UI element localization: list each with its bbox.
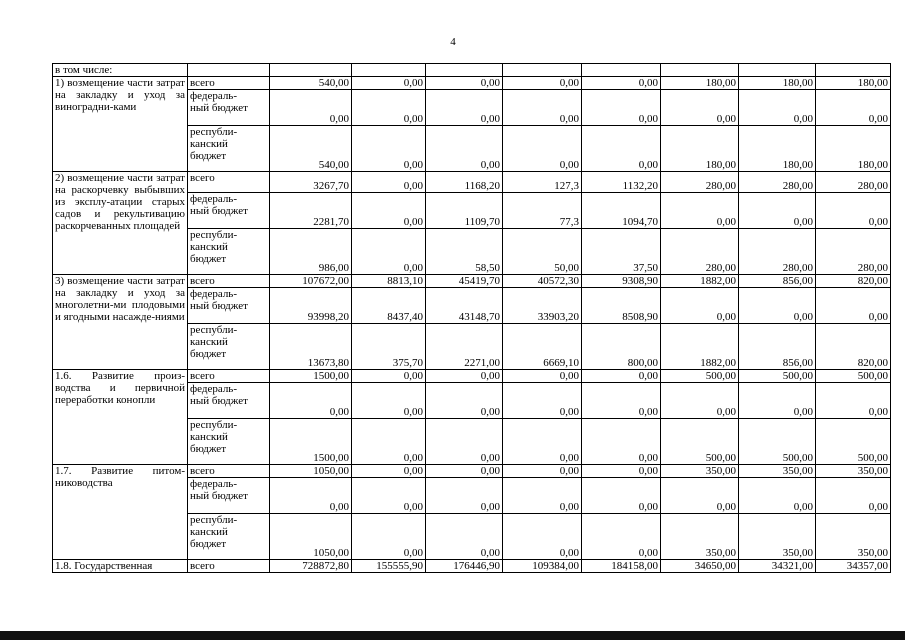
value-cell: 1109,70 — [426, 193, 503, 229]
value-cell: 350,00 — [816, 514, 891, 560]
value-cell: 0,00 — [816, 90, 891, 126]
value-cell: 0,00 — [661, 478, 739, 514]
budget-type-cell: федераль- ный бюджет — [188, 383, 270, 419]
section-title-cell: 1.8. Государственная — [53, 560, 188, 573]
header-row — [53, 64, 891, 77]
value-cell: 856,00 — [739, 324, 816, 370]
value-cell: 0,00 — [582, 77, 661, 90]
value-cell: 0,00 — [352, 370, 426, 383]
value-cell: 180,00 — [661, 77, 739, 90]
value-cell: 856,00 — [739, 275, 816, 288]
value-cell: 0,00 — [816, 288, 891, 324]
empty-cell — [270, 64, 352, 77]
value-cell: 1168,20 — [426, 172, 503, 193]
budget-type-cell: республи- канский бюджет — [188, 419, 270, 465]
value-cell: 0,00 — [582, 90, 661, 126]
section-title-cell: 1.7. Развитие питом-ниководства — [53, 465, 188, 560]
value-cell: 0,00 — [661, 288, 739, 324]
value-cell: 1094,70 — [582, 193, 661, 229]
value-cell: 0,00 — [352, 126, 426, 172]
value-cell: 280,00 — [661, 172, 739, 193]
empty-cell — [816, 64, 891, 77]
value-cell: 107672,00 — [270, 275, 352, 288]
value-cell: 0,00 — [352, 172, 426, 193]
value-cell: 34321,00 — [739, 560, 816, 573]
empty-cell — [188, 64, 270, 77]
value-cell: 0,00 — [426, 383, 503, 419]
empty-cell — [503, 64, 582, 77]
value-cell: 77,3 — [503, 193, 582, 229]
value-cell: 0,00 — [816, 193, 891, 229]
value-cell: 0,00 — [352, 229, 426, 275]
value-cell: 500,00 — [661, 419, 739, 465]
value-cell: 34650,00 — [661, 560, 739, 573]
page-number: 4 — [450, 36, 456, 48]
value-cell: 0,00 — [352, 419, 426, 465]
value-cell: 820,00 — [816, 275, 891, 288]
value-cell: 0,00 — [582, 465, 661, 478]
value-cell: 280,00 — [739, 229, 816, 275]
value-cell: 0,00 — [352, 193, 426, 229]
value-cell: 1500,00 — [270, 419, 352, 465]
value-cell: 0,00 — [270, 383, 352, 419]
value-cell: 0,00 — [426, 465, 503, 478]
value-cell: 34357,00 — [816, 560, 891, 573]
value-cell: 0,00 — [503, 126, 582, 172]
value-cell: 0,00 — [503, 478, 582, 514]
header-label-cell: в том числе: — [53, 64, 188, 77]
value-cell: 0,00 — [582, 478, 661, 514]
empty-cell — [661, 64, 739, 77]
value-cell: 0,00 — [352, 77, 426, 90]
value-cell: 0,00 — [503, 419, 582, 465]
value-cell: 6669,10 — [503, 324, 582, 370]
empty-cell — [352, 64, 426, 77]
value-cell: 375,70 — [352, 324, 426, 370]
value-cell: 8508,90 — [582, 288, 661, 324]
value-cell: 280,00 — [816, 172, 891, 193]
value-cell: 0,00 — [661, 383, 739, 419]
value-cell: 1050,00 — [270, 514, 352, 560]
value-cell: 180,00 — [661, 126, 739, 172]
value-cell: 0,00 — [582, 370, 661, 383]
value-cell: 0,00 — [661, 90, 739, 126]
value-cell: 0,00 — [352, 478, 426, 514]
section-title-cell: 1.6. Развитие произ-водства и первичной переработки конопли — [53, 370, 188, 465]
value-cell: 0,00 — [352, 383, 426, 419]
value-cell: 500,00 — [816, 370, 891, 383]
value-cell: 0,00 — [352, 465, 426, 478]
value-cell: 127,3 — [503, 172, 582, 193]
table-row — [53, 370, 891, 383]
budget-type-cell: всего — [188, 370, 270, 383]
value-cell: 180,00 — [816, 77, 891, 90]
value-cell: 0,00 — [739, 478, 816, 514]
value-cell: 155555,90 — [352, 560, 426, 573]
value-cell: 0,00 — [816, 383, 891, 419]
value-cell: 500,00 — [739, 419, 816, 465]
value-cell: 8813,10 — [352, 275, 426, 288]
value-cell: 0,00 — [503, 383, 582, 419]
table-row — [53, 77, 891, 90]
budget-type-cell: федераль- ный бюджет — [188, 288, 270, 324]
empty-cell — [426, 64, 503, 77]
budget-type-cell: всего — [188, 275, 270, 288]
value-cell: 500,00 — [661, 370, 739, 383]
value-cell: 9308,90 — [582, 275, 661, 288]
section-title-cell: 1) возмещение части затрат на закладку и уход за виноградни-ками — [53, 77, 188, 172]
value-cell: 0,00 — [426, 126, 503, 172]
value-cell: 0,00 — [816, 478, 891, 514]
value-cell: 0,00 — [582, 383, 661, 419]
budget-type-cell: всего — [188, 465, 270, 478]
scan-border-bar — [0, 631, 905, 640]
value-cell: 0,00 — [270, 478, 352, 514]
budget-type-cell: республи- канский бюджет — [188, 324, 270, 370]
empty-cell — [582, 64, 661, 77]
value-cell: 1050,00 — [270, 465, 352, 478]
value-cell: 500,00 — [739, 370, 816, 383]
table-row — [53, 275, 891, 288]
value-cell: 0,00 — [426, 419, 503, 465]
value-cell: 0,00 — [426, 370, 503, 383]
value-cell: 0,00 — [426, 478, 503, 514]
value-cell: 180,00 — [739, 77, 816, 90]
value-cell: 540,00 — [270, 77, 352, 90]
value-cell: 43148,70 — [426, 288, 503, 324]
table-row — [53, 172, 891, 193]
budget-type-cell: федераль- ный бюджет — [188, 90, 270, 126]
value-cell: 800,00 — [582, 324, 661, 370]
value-cell: 0,00 — [426, 90, 503, 126]
value-cell: 280,00 — [661, 229, 739, 275]
value-cell: 350,00 — [661, 514, 739, 560]
value-cell: 13673,80 — [270, 324, 352, 370]
table-body — [53, 64, 891, 573]
budget-type-cell: всего — [188, 77, 270, 90]
value-cell: 350,00 — [816, 465, 891, 478]
budget-type-cell: федераль- ный бюджет — [188, 478, 270, 514]
value-cell: 0,00 — [270, 90, 352, 126]
value-cell: 0,00 — [426, 514, 503, 560]
budget-type-cell: республи- канский бюджет — [188, 229, 270, 275]
value-cell: 2281,70 — [270, 193, 352, 229]
value-cell: 0,00 — [503, 514, 582, 560]
value-cell: 0,00 — [426, 77, 503, 90]
value-cell: 0,00 — [503, 465, 582, 478]
value-cell: 0,00 — [352, 514, 426, 560]
budget-table — [52, 63, 891, 573]
value-cell: 93998,20 — [270, 288, 352, 324]
section-title-cell: 3) возмещение части затрат на закладку и уход за многолетни-ми плодовыми и ягодными насажде-ниями — [53, 275, 188, 370]
value-cell: 0,00 — [739, 90, 816, 126]
value-cell: 0,00 — [503, 77, 582, 90]
value-cell: 50,00 — [503, 229, 582, 275]
value-cell: 820,00 — [816, 324, 891, 370]
value-cell: 33903,20 — [503, 288, 582, 324]
value-cell: 0,00 — [503, 90, 582, 126]
value-cell: 350,00 — [739, 465, 816, 478]
table-row — [53, 560, 891, 573]
value-cell: 184158,00 — [582, 560, 661, 573]
value-cell: 500,00 — [816, 419, 891, 465]
budget-type-cell: всего — [188, 172, 270, 193]
value-cell: 1882,00 — [661, 324, 739, 370]
value-cell: 8437,40 — [352, 288, 426, 324]
value-cell: 0,00 — [352, 90, 426, 126]
value-cell: 0,00 — [739, 193, 816, 229]
empty-cell — [739, 64, 816, 77]
value-cell: 180,00 — [739, 126, 816, 172]
value-cell: 58,50 — [426, 229, 503, 275]
section-title-cell: 2) возмещение части затрат на раскорчевку выбывших из эксплу-атации старых садов и рекультивацию раскорчеванных площадей — [53, 172, 188, 275]
value-cell: 109384,00 — [503, 560, 582, 573]
value-cell: 176446,90 — [426, 560, 503, 573]
value-cell: 280,00 — [739, 172, 816, 193]
value-cell: 0,00 — [661, 193, 739, 229]
value-cell: 540,00 — [270, 126, 352, 172]
budget-type-cell: республи- канский бюджет — [188, 126, 270, 172]
budget-type-cell: всего — [188, 560, 270, 573]
value-cell: 1500,00 — [270, 370, 352, 383]
budget-type-cell: федераль- ный бюджет — [188, 193, 270, 229]
value-cell: 728872,80 — [270, 560, 352, 573]
value-cell: 1882,00 — [661, 275, 739, 288]
value-cell: 40572,30 — [503, 275, 582, 288]
value-cell: 0,00 — [582, 514, 661, 560]
value-cell: 0,00 — [503, 370, 582, 383]
value-cell: 350,00 — [661, 465, 739, 478]
budget-type-cell: республи- канский бюджет — [188, 514, 270, 560]
value-cell: 0,00 — [582, 126, 661, 172]
value-cell: 986,00 — [270, 229, 352, 275]
value-cell: 0,00 — [739, 288, 816, 324]
value-cell: 3267,70 — [270, 172, 352, 193]
value-cell: 37,50 — [582, 229, 661, 275]
value-cell: 0,00 — [582, 419, 661, 465]
value-cell: 2271,00 — [426, 324, 503, 370]
value-cell: 350,00 — [739, 514, 816, 560]
value-cell: 280,00 — [816, 229, 891, 275]
value-cell: 180,00 — [816, 126, 891, 172]
table-row — [53, 465, 891, 478]
value-cell: 0,00 — [739, 383, 816, 419]
value-cell: 45419,70 — [426, 275, 503, 288]
value-cell: 1132,20 — [582, 172, 661, 193]
